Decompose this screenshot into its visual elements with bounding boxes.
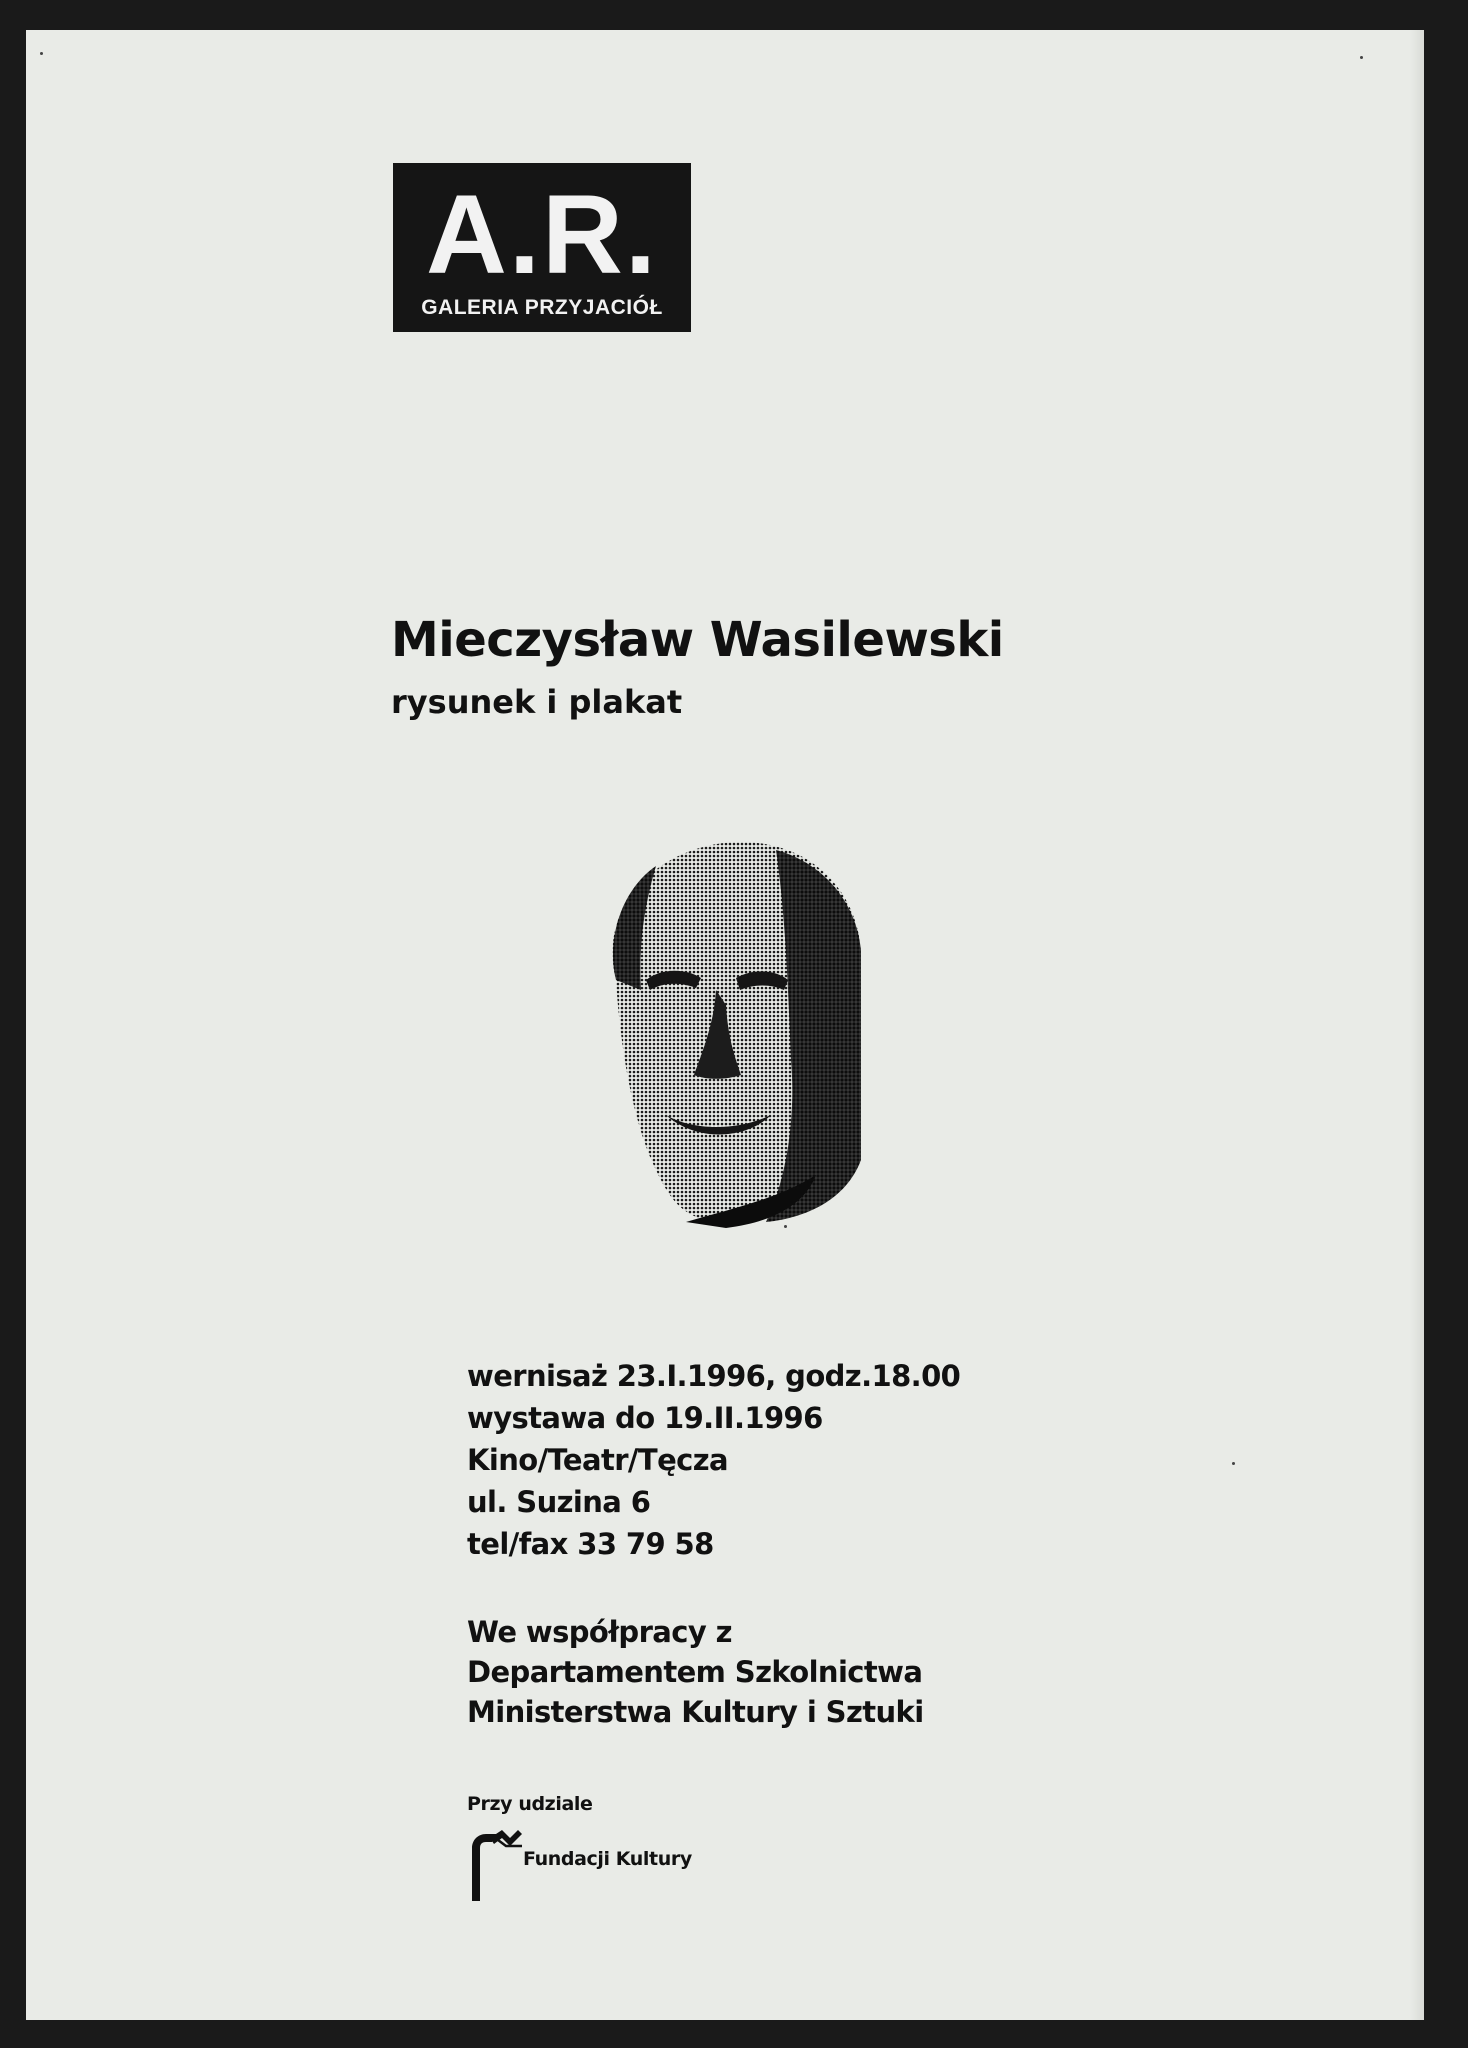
cooperation-line: Ministerstwa Kultury i Sztuki — [467, 1695, 924, 1729]
support-label: Przy udziale — [467, 1793, 593, 1815]
cooperation-line: Departamentem Szkolnictwa — [467, 1655, 923, 1689]
exhibition-details — [467, 1355, 960, 1565]
exhibition-dates-line: wystawa do 19.II.1996 — [467, 1401, 823, 1435]
cooperation-line: We współpracy z — [467, 1615, 732, 1649]
artist-portrait — [576, 830, 886, 1230]
artist-name: Mieczysław Wasilewski — [391, 612, 1004, 668]
venue-line: Kino/Teatr/Tęcza — [467, 1443, 728, 1477]
phone-line: tel/fax 33 79 58 — [467, 1527, 714, 1561]
address-line: ul. Suzina 6 — [467, 1485, 651, 1519]
opening-line: wernisaż 23.I.1996, godz.18.00 — [467, 1359, 961, 1393]
cooperation-block — [467, 1612, 924, 1732]
document-page — [26, 30, 1424, 2020]
dust-speck — [40, 52, 43, 55]
page-edge-shadow — [1410, 30, 1424, 2020]
dust-speck — [1232, 1462, 1235, 1465]
dust-speck — [1360, 56, 1363, 59]
foundation-name: Fundacji Kultury — [523, 1848, 692, 1870]
gallery-logo — [393, 163, 691, 332]
gallery-logo-name: GALERIA PRZYJACIÓŁ — [421, 296, 663, 319]
foundation-logo-icon — [466, 1826, 526, 1906]
exhibition-subtitle: rysunek i plakat — [391, 683, 683, 721]
gallery-logo-initials: A.R. — [426, 172, 658, 297]
